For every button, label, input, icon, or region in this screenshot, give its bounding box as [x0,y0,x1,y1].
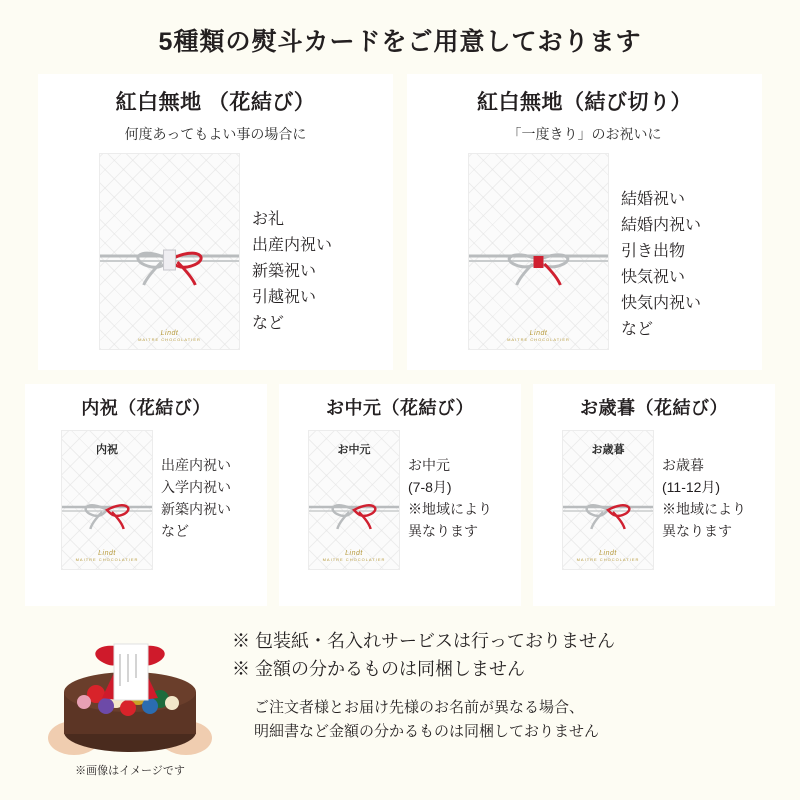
usage-item: など [620,320,653,338]
card-subtitle: 「一度きり」のお祝いに [507,126,662,142]
usage-item: 新築祝い [251,262,316,280]
usage-item: 快気祝い [620,268,685,286]
usage-item: 結婚祝い [620,191,685,208]
page-title: 5種類の熨斗カードをご用意しております [158,28,642,56]
brand-logo [469,330,608,342]
brand-logo-subtext: MAITRE CHOCOLATIER [75,556,139,562]
usage-item: 結婚内祝い [620,216,701,234]
top-card-row [0,74,800,370]
brand-logo [100,330,239,342]
brand-logo-subtext: MAITRE CHOCOLATIER [322,556,386,562]
usage-item: ※地域により [662,501,746,518]
mizuhiki-hanamusubi-icon [563,496,653,530]
usage-item: お歳暮 [662,457,704,473]
paragraph-line: 明細書など金額の分かるものは同梱しておりません [254,722,600,740]
brand-logo-text: Lindt [160,329,179,337]
usage-item: 引越祝い [251,288,316,306]
noshi-card-uchiiwai [25,384,267,606]
product-photo [44,620,216,760]
brand-logo-text: Lindt [98,549,116,557]
noshi-illustration [308,430,400,570]
usage-list [662,430,746,542]
noshi-card-kouhaku-musubikiri [407,74,762,370]
note-line: ※ 金額の分かるものは同梱しません [232,658,525,679]
mizuhiki-hanamusubi-icon [62,496,152,530]
noshi-label [62,444,152,457]
card-title: 内祝（花結び） [81,398,211,418]
usage-item: 新築内祝い [161,501,231,518]
paragraph-line: ご注文者様とお届け先様のお名前が異なる場合、 [254,698,585,716]
usage-list [252,153,332,337]
noshi-card-kouhaku-hanamusubi [38,74,393,370]
usage-item: 異なります [408,523,478,540]
card-title: 紅白無地 （花結び） [115,91,316,114]
usage-item: 引き出物 [620,242,685,260]
card-subtitle: 何度あってもよい事の場合に [124,126,307,142]
photo-caption: ※画像はイメージです [75,765,185,777]
brand-logo-text: Lindt [345,549,363,557]
brand-logo-subtext: MAITRE CHOCOLATIER [576,556,640,562]
usage-item: 出産内祝い [161,457,231,473]
noshi-illustration [562,430,654,570]
brand-logo [563,550,653,562]
brand-logo [309,550,399,562]
brand-logo-text: Lindt [529,329,548,337]
usage-item: 快気内祝い [620,294,701,312]
usage-list [161,430,231,542]
usage-item: ※地域により [408,501,492,518]
footer-notes [216,620,615,778]
footer-section [0,620,800,778]
mizuhiki-musubikiri-icon [469,240,608,286]
usage-list [621,153,701,342]
noshi-label-line: お中元 [337,444,371,456]
brand-logo [62,550,152,562]
noshi-illustration [99,153,240,350]
usage-item: など [251,314,284,332]
card-title: 紅白無地（結び切り） [477,91,692,114]
card-title: お歳暮（花結び） [580,398,728,418]
product-photo-block [44,620,216,778]
bottom-card-row [0,384,800,606]
mizuhiki-hanamusubi-icon [100,240,239,286]
usage-item: (11-12月) [662,479,721,496]
noshi-label [309,444,399,457]
usage-item: (7-8月) [408,479,452,496]
noshi-card-oseibo [533,384,775,606]
noshi-card-ochugen [279,384,521,606]
usage-item: 出産内祝い [251,236,332,254]
noshi-illustration [61,430,153,570]
footer-paragraph [232,696,615,744]
noshi-label-line: 内祝 [96,444,118,456]
brand-logo-subtext: MAITRE CHOCOLATIER [507,336,570,342]
noshi-label [563,444,653,457]
card-title: お中元（花結び） [326,398,474,418]
usage-item: 入学内祝い [161,479,231,496]
usage-item: お中元 [408,457,450,473]
usage-item: 異なります [662,523,732,540]
brand-logo-text: Lindt [599,549,617,557]
noshi-label-line: お歳暮 [591,444,625,456]
usage-item: お礼 [251,211,284,228]
usage-item: など [161,523,189,540]
brand-logo-subtext: MAITRE CHOCOLATIER [138,336,201,342]
usage-list [408,430,492,542]
mizuhiki-hanamusubi-icon [309,496,399,530]
note-line: ※ 包装紙・名入れサービスは行っておりません [232,631,615,651]
noshi-illustration [468,153,609,350]
